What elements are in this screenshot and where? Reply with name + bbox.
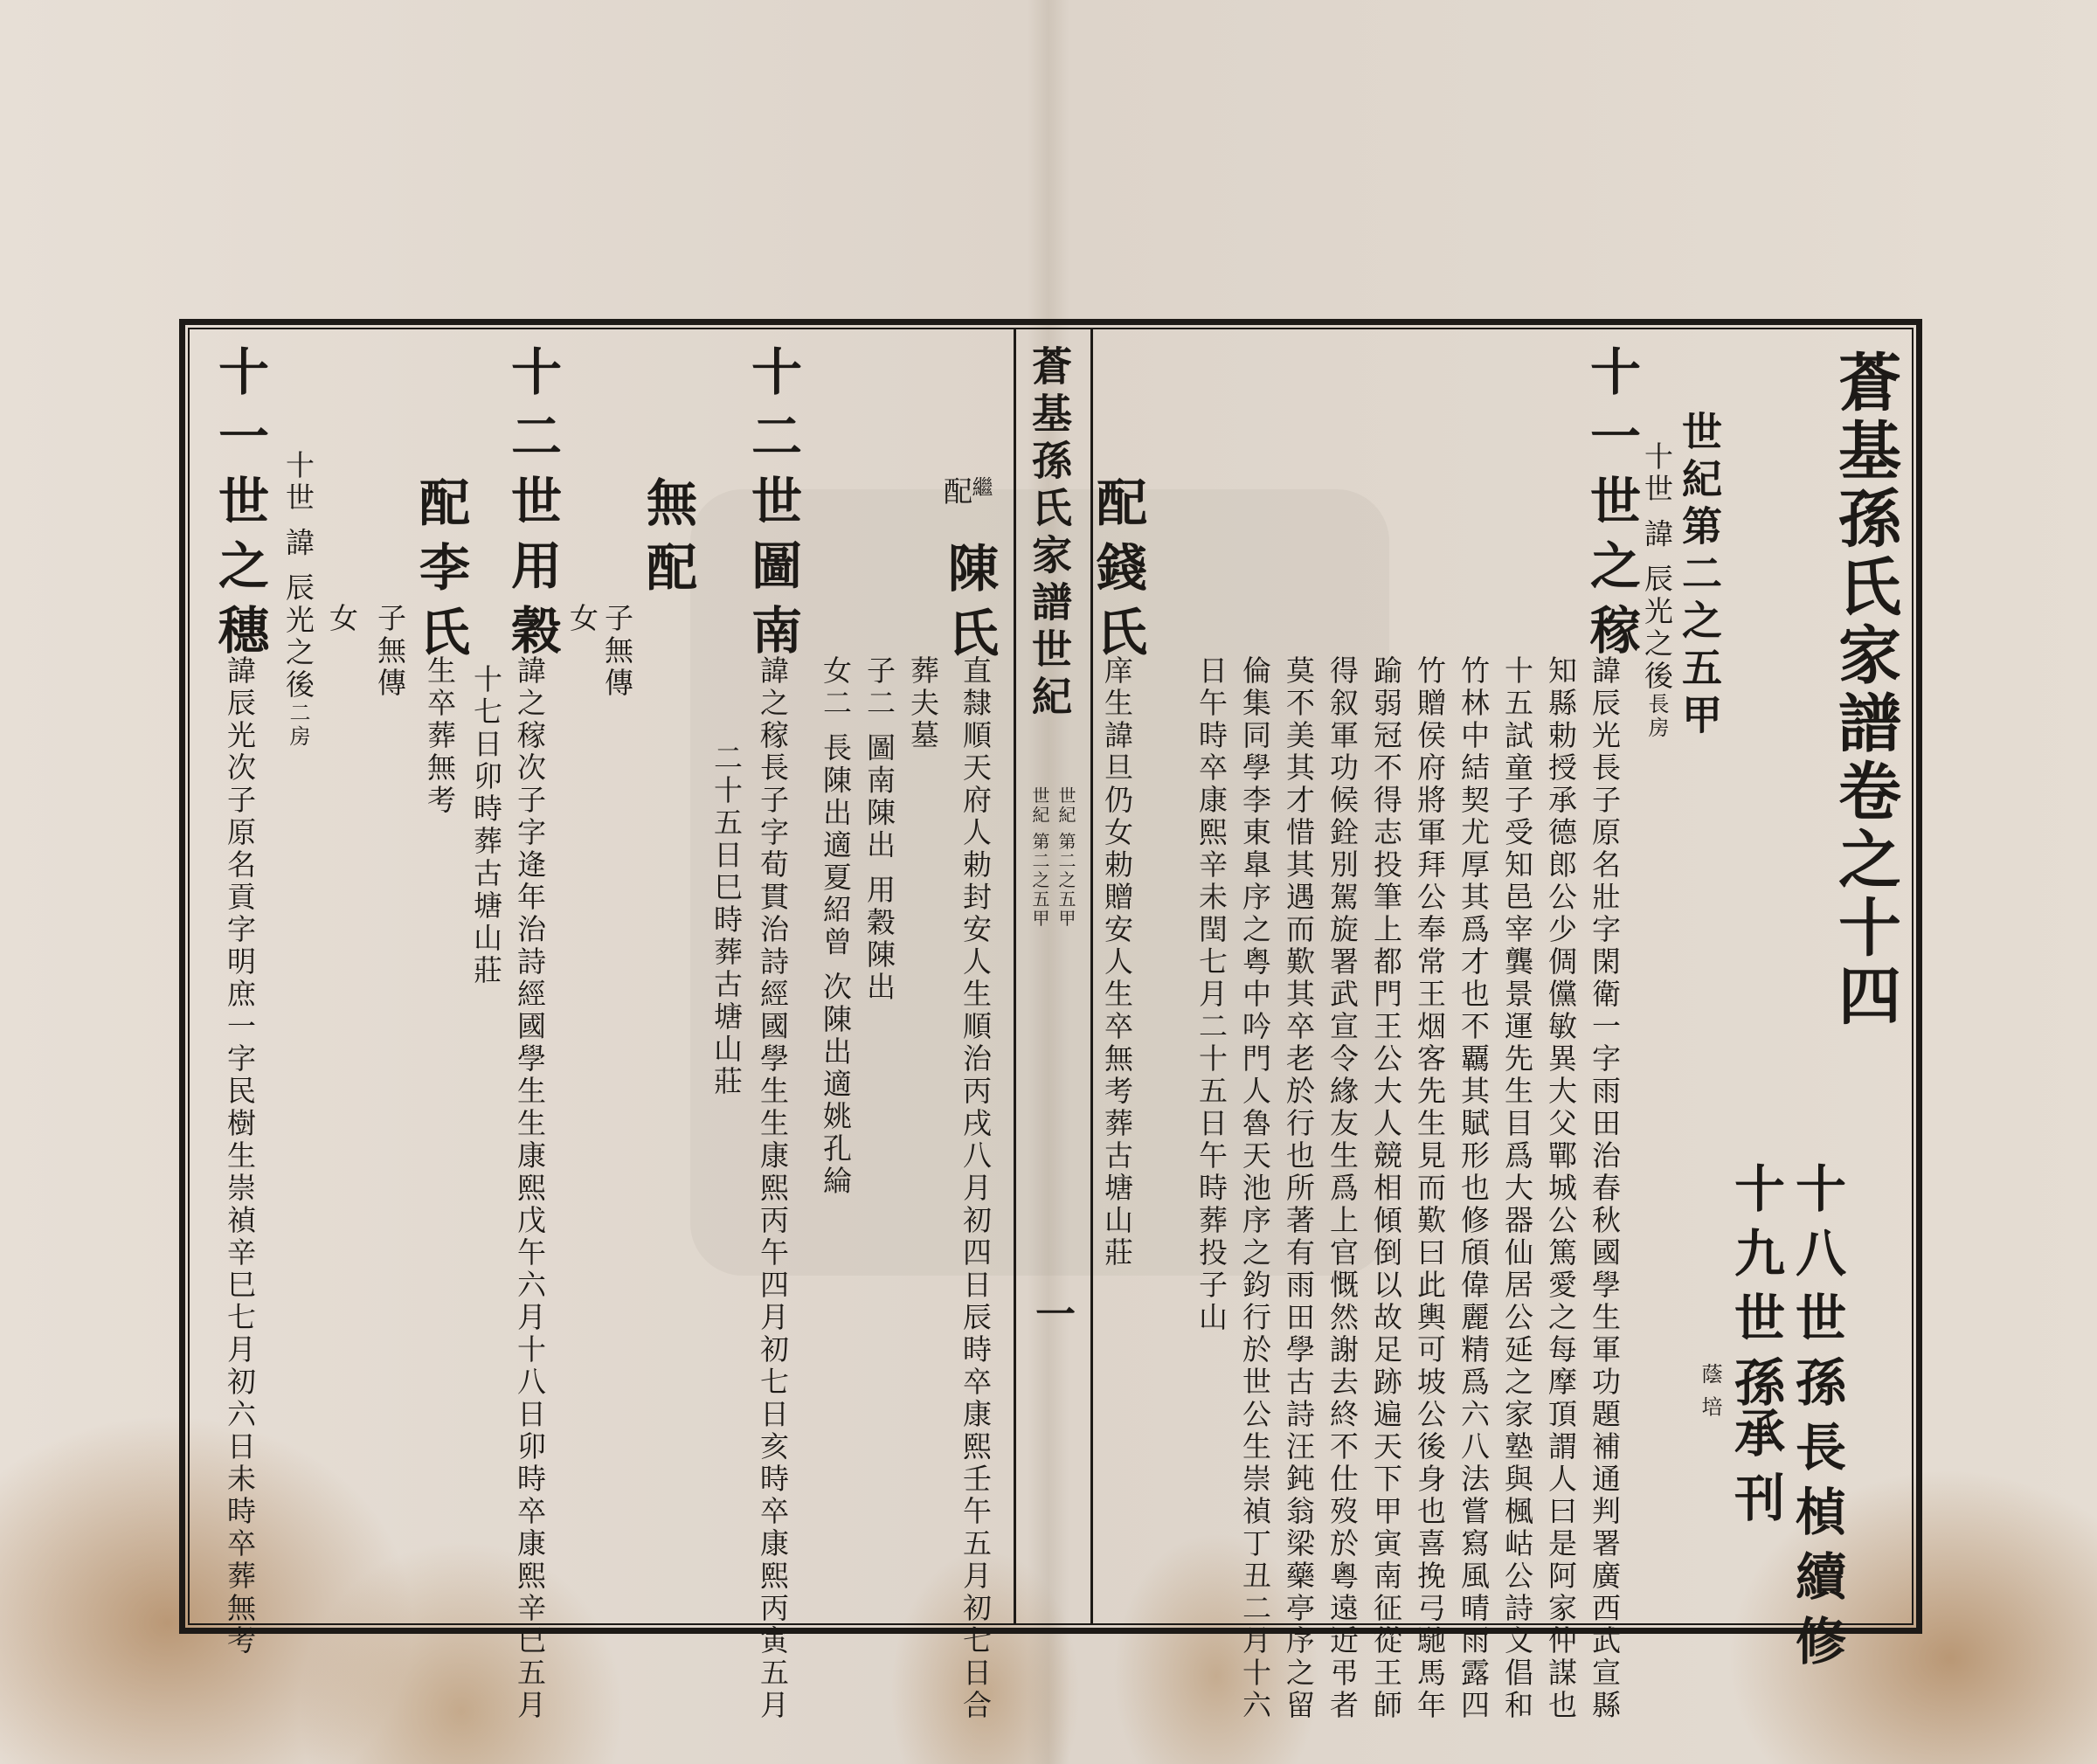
entry-bio2-tunan: 二十五日巳時葬古塘山莊: [709, 743, 744, 1098]
generation-heading: 十一世之稼: [1581, 345, 1641, 668]
second-spouse-label-small: 繼: [968, 476, 993, 500]
entry-bio-zhisui: 諱辰光次子原名貢字明庶一字民樹生崇禎辛巳七月初六日未時卒葬無考: [223, 655, 257, 1657]
entry-bio-yonggu: 諱之稼次子字逄年治詩經國學生生康熙戊午六月十八日卯時卒康熙辛巳五月: [513, 655, 547, 1722]
bio-line-7: 得叙軍功候銓別駕旋署武宣令緣友生爲上官慨然謝去終不仕歿於粵遠近弔者: [1325, 655, 1360, 1722]
center-title: 蒼基孫氏家譜世紀: [1026, 345, 1073, 723]
compiler-19th-names: 蔭 培: [1698, 1363, 1722, 1420]
second-spouse-burial: 葬夫墓: [906, 655, 940, 752]
entry-spouse-tunan: 無配: [638, 476, 697, 605]
compiler-19th-suffix: 承刊: [1726, 1407, 1785, 1536]
entry-bio2-yonggu: 十七日卯時葬古塘山莊: [469, 664, 503, 987]
bio-line-10: 日午時卒康熙辛未閏七月二十五日午時葬投子山: [1194, 655, 1228, 1334]
volume-title: 蒼基孫氏家譜卷之十四: [1828, 349, 1902, 1031]
spouse-text: 庠生諱旦仍女勅贈安人生卒無考葬古塘山莊: [1100, 655, 1134, 1269]
entry-spouse-yonggu: 配李氏: [411, 476, 470, 670]
entry-bio-tunan: 諱之稼長子字荀貫治詩經國學生生康熙丙午四月初七日亥時卒康熙丙寅五月: [756, 655, 790, 1722]
bio-line-6: 踰弱冠不得志投筆上都門王公大人競相傾倒以故足跡遍天下甲寅南征從王師: [1369, 655, 1403, 1722]
second-spouse-daughters: 女二 長陳出適夏紹曾 次陳出適姚孔綸: [819, 655, 853, 1198]
entry-spouse-note-yonggu: 生卒葬無考: [423, 655, 457, 817]
section-title: 世紀第二之五甲: [1676, 411, 1723, 741]
bio-line-3: 十五試童子受知邑宰龔景運先生目爲大器仙居公延之家塾與楓岵公詩文倡和: [1500, 655, 1534, 1722]
bio-line-1: 諱辰光長子原名壯字閑衛一字雨田治春秋國學生軍功題補通判署廣西武宣縣: [1588, 655, 1622, 1722]
compiler-19th: 十九世孫: [1726, 1162, 1785, 1421]
entry-heading-tunan: 十二世圖南: [743, 345, 802, 668]
bio-line-4: 竹林中結契尤厚其爲才也不覊其賦形也修頎偉麗精爲六八法嘗寫風晴雨露四: [1457, 655, 1491, 1722]
entry-lineage-zhisui: 十世 諱 辰光之後二房: [281, 450, 315, 749]
bio-line-2: 知縣勅授承德郎公少倜儻敏異大父鄲城公篤愛之每摩頂謂人曰是阿家仲謀也: [1544, 655, 1578, 1722]
bio-line-8: 莫不美其才惜其遇而歎其卒老於行也所著有雨田學古詩汪鈍翁梁藥亭序之留: [1282, 655, 1316, 1722]
bio-line-5: 竹贈侯府將軍拜公奉常王烟客先生見而歎曰此輿可坡公後身也喜挽弓馳馬年: [1413, 655, 1447, 1722]
entry-note-yonggu-son: 子無傳: [373, 603, 407, 700]
entry-note-zhisui-daughter: 女: [325, 603, 359, 635]
entry-note-tunan-daughter: 女: [565, 603, 599, 635]
second-spouse-label: 配: [939, 476, 973, 508]
center-section-a: 世紀 第二之五甲: [1055, 786, 1076, 929]
entry-heading-zhisui: 十一世之穗: [210, 345, 269, 668]
second-spouse-sons: 子二 圖南陳出 用穀陳出: [862, 655, 896, 1004]
second-spouse-name: 陳氏: [939, 542, 999, 671]
entry-heading-yonggu: 十二世用穀: [502, 345, 562, 668]
page-number: 一: [1029, 1293, 1076, 1340]
entry-note-tunan-son: 子無傳: [600, 603, 634, 700]
bio-line-9: 倫集同學李東臯序之粤中吟門人魯天池序之鈞行於世公生崇禎丁丑二月十六: [1238, 655, 1272, 1722]
center-section-b: 世紀 第二之五甲: [1029, 786, 1050, 929]
spouse-heading: 配錢氏: [1088, 476, 1147, 670]
second-spouse-bio: 直隸順天府人勅封安人生順治丙戌八月初四日辰時卒康熙壬午五月初七日合: [959, 655, 993, 1722]
lineage-note: 十世 諱 辰光之後長房: [1640, 441, 1674, 740]
compiler-18th: 十八世孫長楨續修: [1787, 1162, 1846, 1679]
